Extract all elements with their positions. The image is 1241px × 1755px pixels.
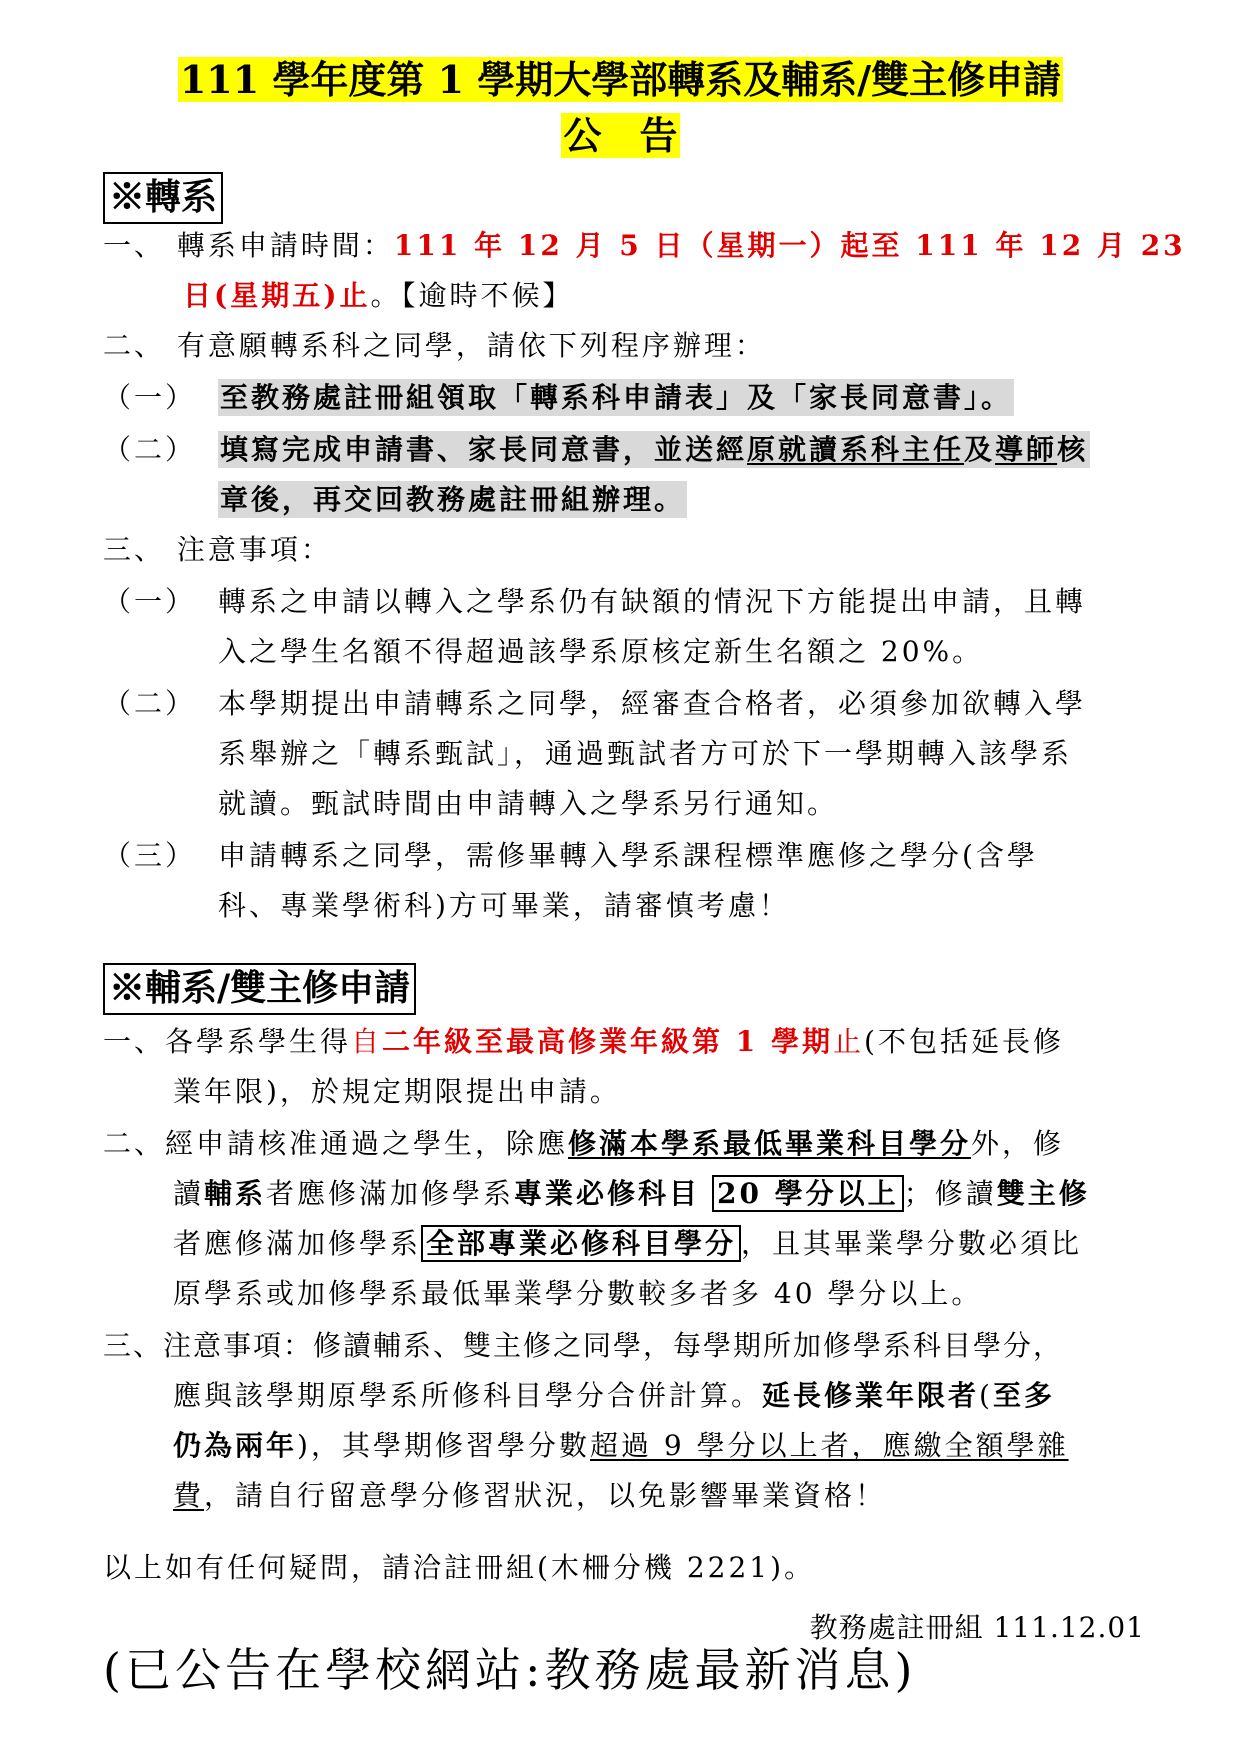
note-2-number: （二）: [103, 687, 197, 720]
step-2-text-cont: 章後，再交回教務處註冊組辦理。: [220, 483, 686, 516]
minor-item-3-line-3: 仍為兩年)，其學期修習學分數超過 9 學分以上者，應繳全額學雜: [173, 1429, 1069, 1462]
minor-item-1-cont: 業年限)，於規定期限提出申請。: [173, 1075, 621, 1108]
minor-item-2-line-3: 者應修滿加修學系 全部專業必修科目學分 ，且其畢業學分數必須比: [173, 1227, 1083, 1260]
transfer-item-1-cont: 日(星期五)止。【逾時不候】: [183, 279, 574, 312]
step-1-number: （一）: [103, 381, 197, 414]
note-2-line-3: 就讀。甄試時間由申請轉入之學系另行通知。: [218, 787, 839, 820]
minor-item-3-line-4: 費，請自行留意學分修習狀況，以免影響畢業資格！: [173, 1479, 887, 1512]
contact-note: 以上如有任何疑問，請洽註冊組(木柵分機 2221)。: [103, 1551, 816, 1584]
note-3-line-2: 科、專業學術科)方可畢業，請審慎考慮！: [218, 889, 790, 922]
note-1-line-2: 入之學生名額不得超過該學系原核定新生名額之 20%。: [218, 635, 984, 668]
transfer-item-2: 二、 有意願轉系科之同學，請依下列程序辦理：: [103, 329, 766, 362]
minor-item-2: 二、經申請核准通過之學生，除應修滿本學系最低畢業科目學分外，修: [103, 1127, 1065, 1160]
minor-heading: ※輔系/雙主修申請: [103, 963, 416, 1015]
minor-item-3: 三、注意事項：修讀輔系、雙主修之同學，每學期所加修學系科目學分，: [103, 1329, 1064, 1362]
signature: 教務處註冊組 111.12.01: [809, 1611, 1145, 1644]
title-line-1: 111 學年度第 1 學期大學部轉系及輔系/雙主修申請: [179, 57, 1062, 102]
note-2-line-2: 系舉辦之「轉系甄試」，通過甄試者方可於下一學期轉入該學系: [218, 737, 1073, 770]
note-1-number: （一）: [103, 585, 197, 618]
step-2-number: （二）: [103, 433, 197, 466]
minor-item-2-line-2: 讀輔系者應修滿加修學系專業必修科目 20 學分以上 ；修讀雙主修: [173, 1177, 1090, 1210]
step-2-text: 填寫完成申請書、家長同意書，並送經原就讀系科主任及導師核: [220, 433, 1089, 466]
title-line-2: 公 告: [563, 113, 678, 158]
note-1-line-1: 轉系之申請以轉入之學系仍有缺額的情況下方能提出申請，且轉: [218, 585, 1087, 618]
transfer-heading: ※轉系: [103, 172, 223, 224]
step-1-text: 至教務處註冊組領取「轉系科申請表」及「家長同意書」。: [220, 381, 1013, 414]
minor-item-1: 一、各學系學生得自二年級至最高修業年級第 1 學期止(不包括延長修: [103, 1025, 1064, 1058]
posted-note: (已公告在學校網站:教務處最新消息): [103, 1643, 917, 1697]
note-3-line-1: 申請轉系之同學，需修畢轉入學系課程標準應修之學分(含學: [218, 839, 1038, 872]
transfer-item-1: 一、 轉系申請時間：111 年 12 月 5 日（星期一）起至 111 年 12 月 23: [103, 229, 1186, 262]
note-3-number: （三）: [103, 839, 197, 872]
note-2-line-1: 本學期提出申請轉系之同學，經審查合格者，必須參加欲轉入學: [218, 687, 1087, 720]
transfer-item-3: 三、 注意事項：: [103, 533, 332, 566]
minor-item-3-line-2: 應與該學期原學系所修科目學分合併計算。延長修業年限者(至多: [173, 1379, 1055, 1412]
minor-item-2-line-4: 原學系或加修學系最低畢業學分數較多者多 40 學分以上。: [173, 1277, 983, 1310]
